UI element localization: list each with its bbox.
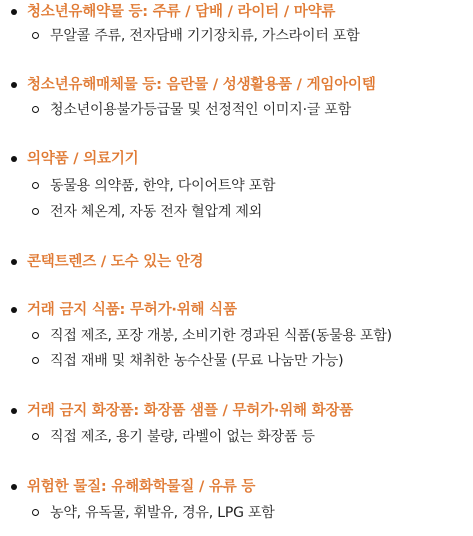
- bullet-dot-icon: [11, 82, 17, 88]
- list-item-text: 동물용 의약품, 한약, 다이어트약 포함: [50, 178, 276, 194]
- list-item-text: 직접 제조, 용기 불량, 라벨이 없는 화장품 등: [50, 429, 315, 445]
- section-title: 의약품 / 의료기기: [27, 151, 139, 167]
- bullet-dot-icon: [11, 484, 17, 490]
- bullet-circle-icon: [32, 106, 39, 113]
- section-title: 콘택트렌즈 / 도수 있는 안경: [27, 254, 204, 270]
- bullet-dot-icon: [11, 156, 17, 162]
- list-item-text: 무알콜 주류, 전자담배 기기장치류, 가스라이터 포함: [50, 28, 360, 44]
- list-item-text: 청소년이용불가등급물 및 선정적인 이미지·글 포함: [50, 102, 352, 118]
- bullet-dot-icon: [11, 408, 17, 414]
- bullet-dot-icon: [11, 9, 17, 15]
- bullet-circle-icon: [32, 357, 39, 364]
- section-title: 위험한 물질: 유해화학물질 / 유류 등: [27, 479, 256, 495]
- bullet-circle-icon: [32, 332, 39, 339]
- bullet-dot-icon: [11, 307, 17, 313]
- bullet-circle-icon: [32, 208, 39, 215]
- section-title: 거래 금지 화장품: 화장품 샘플 / 무허가·위해 화장품: [27, 403, 354, 419]
- list-item-text: 직접 재배 및 채취한 농수산물 (무료 나눔만 가능): [50, 353, 344, 369]
- list-item-text: 직접 제조, 포장 개봉, 소비기한 경과된 식품(동물용 포함): [50, 328, 392, 344]
- bullet-dot-icon: [11, 259, 17, 265]
- bullet-circle-icon: [32, 182, 39, 189]
- section-title: 청소년유해약물 등: 주류 / 담배 / 라이터 / 마약류: [27, 4, 336, 20]
- bullet-circle-icon: [32, 509, 39, 516]
- section-title: 거래 금지 식품: 무허가·위해 식품: [27, 302, 237, 318]
- list-item-text: 농약, 유독물, 휘발유, 경유, LPG 포함: [50, 505, 275, 521]
- bullet-circle-icon: [32, 433, 39, 440]
- bullet-circle-icon: [32, 32, 39, 39]
- list-item-text: 전자 체온계, 자동 전자 혈압계 제외: [50, 204, 263, 220]
- section-title: 청소년유해매체물 등: 음란물 / 성생활용품 / 게임아이템: [27, 77, 376, 93]
